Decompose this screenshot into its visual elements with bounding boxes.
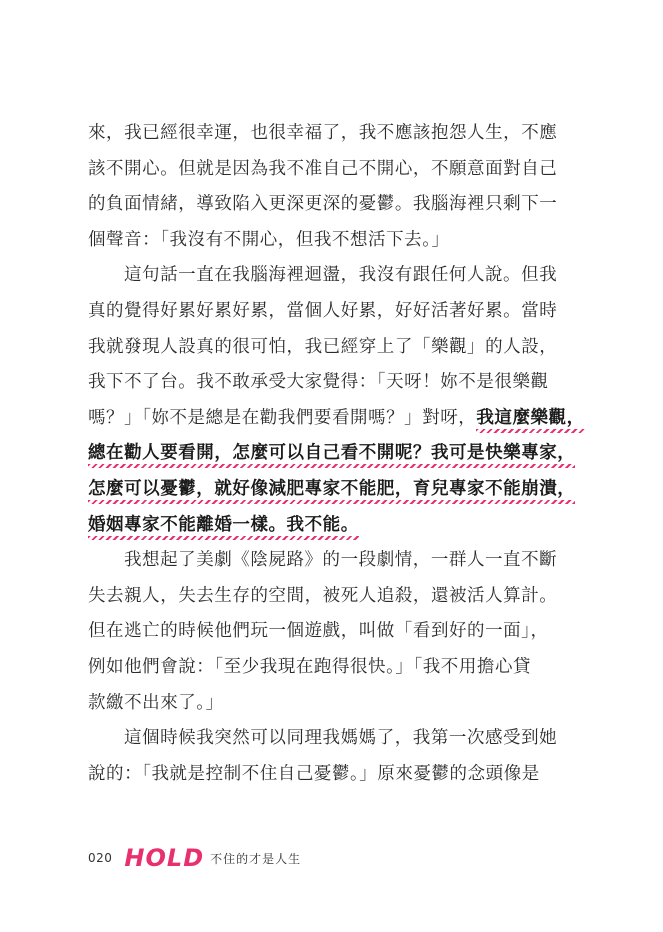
text-line: 這句話一直在我腦海裡迴盪，我沒有跟任何人說。但我 [124,265,558,286]
paragraph-3 [88,543,588,721]
highlighted-text: 婚姻專家不能離婚一樣。我不能。 [88,515,359,540]
highlighted-line [88,436,588,472]
text-line: 例如他們會說：「至少我現在跑得很快。」「我不用擔心貸 [88,656,532,677]
text-line: 說的：「我就是控制不住自己憂鬱。」原來憂鬱的念頭像是 [88,763,540,784]
text-line: 但在逃亡的時候他們玩一個遊戲，叫做「看到好的一面」， [88,621,549,642]
highlighted-text: 總在勸人要看開，怎麼可以自己看不開呢？我可是快樂專家， [88,443,575,468]
highlighted-line [88,472,588,508]
text-line: 真的覺得好累好累好累，當個人好累，好好活著好累。當時 [88,300,558,321]
book-logo: HOLD [124,844,205,872]
text-line: 我想起了美劇《陰屍路》的一段劇情，一群人一直不斷 [124,550,558,571]
page-number: 020 [88,851,113,865]
text-line: 這個時候我突然可以同理我媽媽了，我第一次感受到她 [124,728,558,749]
text-line: 該不開心。但就是因為我不准自己不開心，不願意面對自己 [88,158,558,179]
text-line: 來，我已經很幸運，也很幸福了，我不應該抱怨人生，不應 [88,123,558,143]
paragraph-1 [88,116,588,258]
highlighted-text: 怎麼可以憂鬱，就好像減肥專家不能肥，育兒專家不能崩潰， [88,479,575,504]
book-page-body [88,116,588,792]
paragraph-4 [88,721,588,792]
page-footer [88,840,301,876]
paragraph-2 [88,258,588,543]
text-line-mixed [88,401,588,437]
text-segment: 嗎？」「妳不是總是在勸我們要看開嗎？」對呀， [88,407,477,428]
text-line: 我下不了台。我不敢承受大家覺得：「天呀！妳不是很樂觀 [88,372,549,393]
text-line: 個聲音：「我沒有不開心，但我不想活下去。」 [88,229,450,250]
highlighted-line [88,508,588,544]
text-line: 的負面情緒，導致陷入更深更深的憂鬱。我腦海裡只剩下一 [88,194,558,215]
highlighted-text: 我這麼樂觀， [476,408,584,433]
book-tagline: 不住的才是人生 [210,851,302,866]
text-line: 我就發現人設真的很可怕，我已經穿上了「樂觀」的人設， [88,336,558,357]
text-line: 款繳不出來了。」 [88,692,224,713]
text-line: 失去親人，失去生存的空間，被死人追殺，還被活人算計。 [88,585,558,606]
